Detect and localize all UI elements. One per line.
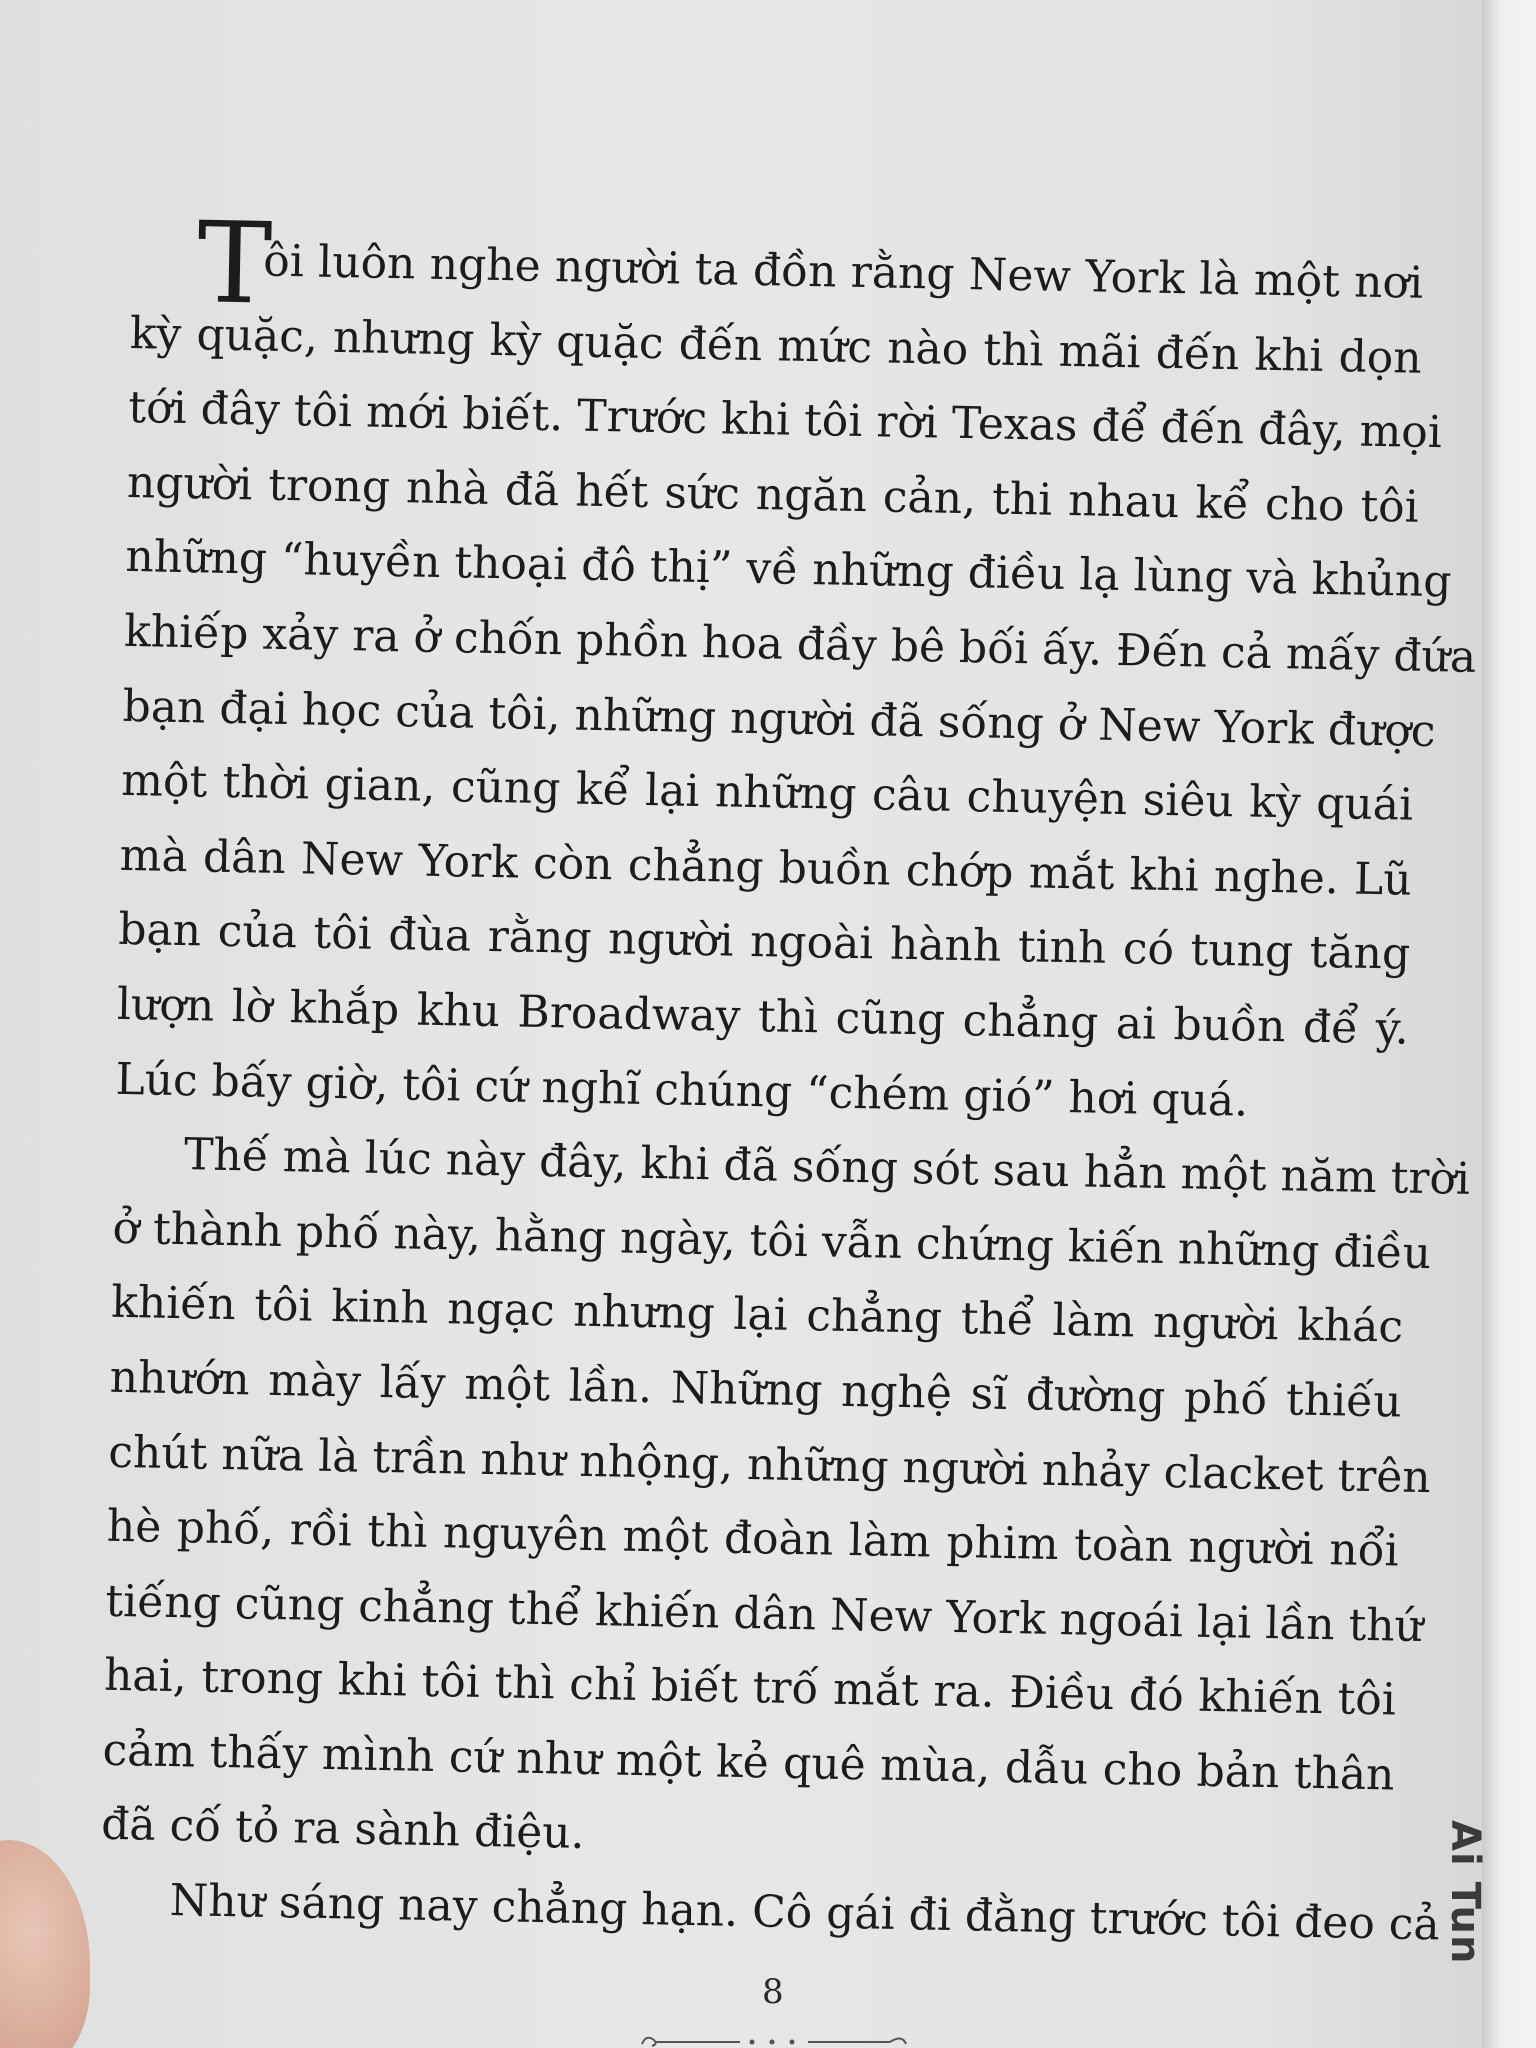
text-line: mà dân New York còn chẳng buồn chớp mắt khi nghe. Lũ (119, 829, 1413, 906)
text-line: Thế mà lúc này đây, khi đã sống sót sau hẳn một năm trời (183, 1129, 1471, 1205)
text-line: tiếng cũng chẳng thể khiến dân New York ngoái lại lần thứ (105, 1575, 1424, 1652)
text-line: một thời gian, cũng kể lại những câu chuyện siêu kỳ quái (120, 755, 1414, 831)
text-line: những “huyền thoại đô thị” về những điều lạ lùng và khủng (125, 531, 1452, 608)
text-line: hè phố, rồi thì nguyên một đoàn làm phim toàn người nổi (106, 1500, 1400, 1577)
text-line: cảm thấy mình cứ như một kẻ quê mùa, dẫu cho bản thân (102, 1724, 1395, 1801)
text-line: nhướn mày lấy một lần. Những nghệ sĩ đường phố thiếu (109, 1351, 1403, 1428)
text-line: Lúc bấy giờ, tôi cứ nghĩ chúng “chém gió” hơi quá. (115, 1053, 1249, 1127)
drop-cap: T (195, 198, 274, 330)
page-number: 8 (762, 1972, 784, 2012)
text-line: khiến tôi kinh ngạc nhưng lại chẳng thể làm người khác (110, 1277, 1404, 1353)
text-line: Như sáng nay chẳng hạn. Cô gái đi đằng trước tôi đeo cả (169, 1875, 1441, 1951)
text-line: tới đây tôi mới biết. Trước khi tôi rời Texas để đến đây, mọi (127, 382, 1443, 459)
text-line: ở thành phố này, hằng ngày, tôi vẫn chứng kiến những điều (112, 1202, 1432, 1279)
text-line: bạn của tôi đùa rằng người ngoài hành tinh có tung tăng (117, 904, 1411, 981)
text-line: ôi luôn nghe người ta đồn rằng New York là một nơi (262, 235, 1424, 309)
text-line: người trong nhà đã hết sức ngăn cản, thi nhau kể cho tôi (126, 456, 1420, 533)
thumb-photo-edge (0, 1840, 90, 2048)
text-line: đã cố tỏ ra sành điệu. (100, 1799, 586, 1860)
text-line: lượn lờ khắp khu Broadway thì cũng chẳng ai buồn để ý. (116, 978, 1410, 1055)
text-line: khiếp xảy ra ở chốn phồn hoa đầy bê bối ấy. Đến cả mấy đứa (123, 605, 1477, 683)
next-page-edge (1482, 0, 1536, 2048)
text-line: hai, trong khi tôi thì chỉ biết trố mắt ra. Điều đó khiến tôi (103, 1650, 1397, 1726)
text-line: chút nữa là trần như nhộng, những người nhảy clacket trên (107, 1426, 1432, 1503)
text-line: kỳ quặc, nhưng kỳ quặc đến mức nào thì mãi đến khi dọn (129, 307, 1423, 384)
text-line: bạn đại học của tôi, những người đã sống ở New York được (122, 680, 1436, 757)
next-page-text: Ai Tun (1442, 1820, 1488, 1965)
page-ornament (640, 2026, 910, 2048)
